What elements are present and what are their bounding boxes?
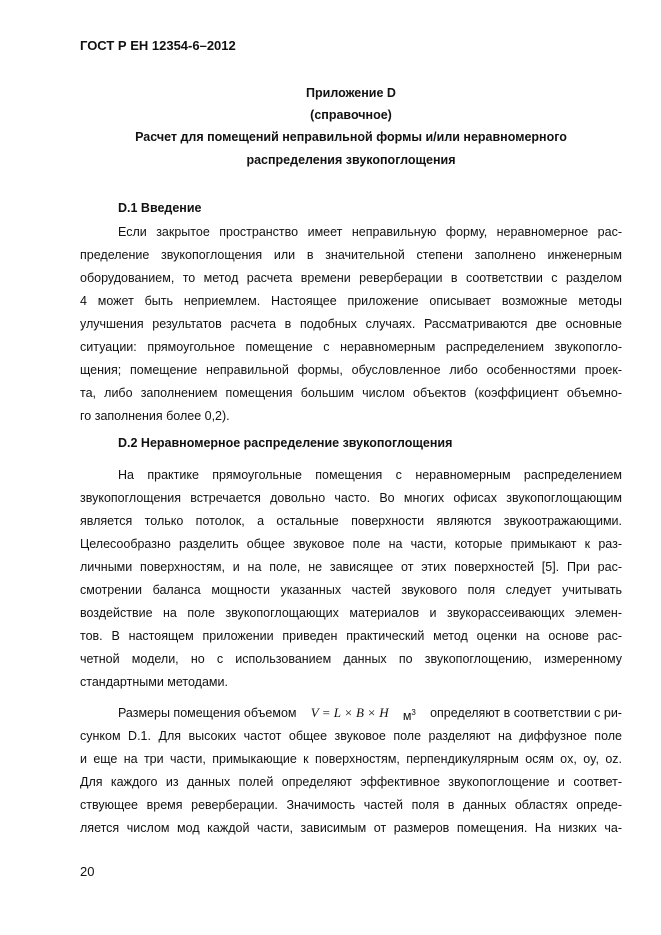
section-heading: D.2 Неравномерное распределение звукопоглощения	[118, 436, 453, 450]
annex-title: Приложение D	[306, 86, 396, 100]
paragraph-line: воздействие на поле звукопоглощающих материалов и звукорассеивающих элемен-	[80, 606, 622, 620]
annex-heading-line: распределения звукопоглощения	[246, 153, 456, 167]
annex-heading-line: Расчет для помещений неправильной формы и/или неравномерного	[135, 130, 567, 144]
paragraph-line: улучшения результатов расчета в подобных случаях. Рассматриваются две основные	[80, 317, 622, 331]
unit	[403, 705, 416, 724]
paragraph-line: смотрении баланса мощности указанных частей звукового поля следует учитывать	[80, 583, 622, 597]
document-header: ГОСТ Р ЕН 12354-6–2012	[80, 38, 236, 53]
paragraph-line: та, либо заполнением помещения большим числом объектов (коэффициент объемно-	[80, 386, 622, 400]
paragraph-line: ствующее время реверберации. Значимость частей поля в данных областях опреде-	[80, 798, 622, 812]
paragraph-line: щения; помещение неправильной формы, обусловленное либо особенностями проек-	[80, 363, 622, 377]
paragraph-line: и еще на три части, примыкающие к поверхностям, перпендикулярным осям ox, oy, oz.	[80, 752, 622, 766]
paragraph-line: 4 может быть неприемлем. Настоящее приложение описывает возможные методы	[80, 294, 622, 308]
paragraph-line: ляется числом мод каждой части, зависимым от размеров помещения. На низких ча-	[80, 821, 622, 835]
paragraph-line: го заполнения более 0,2).	[80, 409, 230, 423]
text-fragment: Размеры помещения объемом	[118, 706, 297, 720]
paragraph-line: является только потолок, а остальные поверхности являются звукоотражающими.	[80, 514, 622, 528]
paragraph-line: На практике прямоугольные помещения с неравномерным распределением	[118, 468, 622, 482]
paragraph-line: оборудованием, то метод расчета времени реверберации в соответствии с разделом	[80, 271, 622, 285]
paragraph-line: ситуации: прямоугольное помещение с неравномерным распределением звукопогло-	[80, 340, 622, 354]
paragraph-line: Для каждого из данных полей определяют эффективное звукопоглощение и соответ-	[80, 775, 622, 789]
unit-exponent: 3	[411, 708, 416, 717]
unit-text: м	[402, 709, 412, 724]
annex-type: (справочное)	[310, 108, 392, 122]
paragraph-line: стандартными методами.	[80, 675, 228, 689]
paragraph-line: Если закрытое пространство имеет неправильную форму, неравномерное рас-	[118, 225, 622, 239]
paragraph-line: личными поверхностям, и на поле, не зависящее от этих поверхностей [5]. При рас-	[80, 560, 622, 574]
paragraph-line: Целесообразно разделить общее звуковое поле на части, которые примыкают к раз-	[80, 537, 622, 551]
volume-formula: V = L × B × H	[310, 705, 389, 720]
paragraph-line: тов. В настоящем приложении приведен практический метод оценки на основе рас-	[80, 629, 622, 643]
section-heading: D.1 Введение	[118, 201, 202, 215]
page-number: 20	[80, 864, 95, 879]
text-fragment: определяют в соответствии с ри-	[430, 706, 622, 720]
paragraph-line: сунком D.1. Для высоких частот общее звуковое поле разделяют на диффузное поле	[80, 729, 622, 743]
paragraph-line: пределение звукопоглощения или в значительной степени заполнено инженерным	[80, 248, 622, 262]
paragraph-line: четной модели, но с использованием данных по звукопоглощению, измеренному	[80, 652, 622, 666]
paragraph-line: звукопоглощения встречается довольно часто. Во многих офисах звукопоглощающим	[80, 491, 622, 505]
paragraph-line	[118, 705, 622, 724]
